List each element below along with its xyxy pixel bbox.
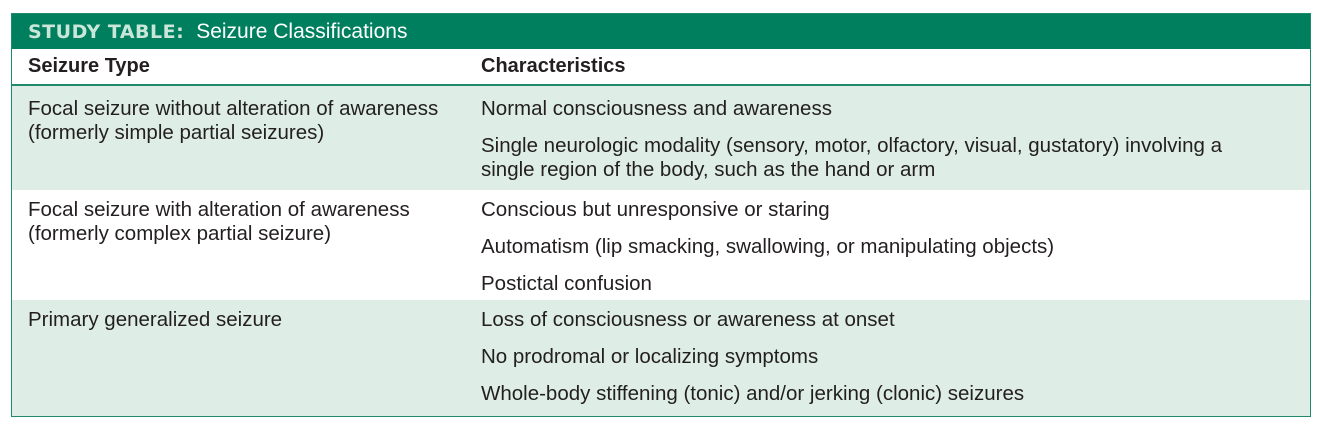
seizure-type-name: Primary generalized seizure	[28, 308, 283, 331]
seizure-type-former-name: (formerly complex partial seizure)	[28, 222, 332, 245]
characteristic-item: Loss of consciousness or awareness at onset	[481, 308, 895, 331]
seizure-type-cell	[12, 308, 481, 332]
characteristic-item: Single neurologic modality (sensory, motor, olfactory, visual, gustatory) involving a single region of the body, such as the hand or arm	[481, 134, 1222, 181]
table-title: Seizure Classifications	[196, 19, 408, 43]
table-row	[12, 190, 1310, 300]
header-seizure-type: Seizure Type	[28, 55, 150, 77]
table-header-row	[12, 49, 1310, 86]
characteristic-item: Automatism (lip smacking, swallowing, or manipulating objects)	[481, 235, 1055, 258]
characteristics-cell	[481, 198, 1310, 296]
study-table	[11, 13, 1311, 417]
seizure-type-name: Focal seizure without alteration of awareness	[28, 97, 439, 120]
characteristic-item: Conscious but unresponsive or staring	[481, 198, 830, 221]
characteristic-item: Whole-body stiffening (tonic) and/or jerking (clonic) seizures	[481, 382, 1025, 405]
seizure-type-former-name: (formerly simple partial seizures)	[28, 121, 325, 144]
seizure-type-name: Focal seizure with alteration of awareness	[28, 198, 410, 221]
table-row	[12, 86, 1310, 190]
header-characteristics: Characteristics	[481, 55, 626, 77]
characteristics-cell	[481, 308, 1310, 406]
characteristic-item: No prodromal or localizing symptoms	[481, 345, 819, 368]
characteristic-item: Postictal confusion	[481, 272, 652, 295]
table-label: STUDY TABLE:	[28, 20, 185, 43]
table-row	[12, 300, 1310, 416]
characteristics-cell	[481, 97, 1310, 182]
seizure-type-cell	[12, 97, 481, 145]
table-title-bar	[12, 14, 1310, 49]
characteristic-item: Normal consciousness and awareness	[481, 97, 832, 120]
seizure-type-cell	[12, 198, 481, 246]
